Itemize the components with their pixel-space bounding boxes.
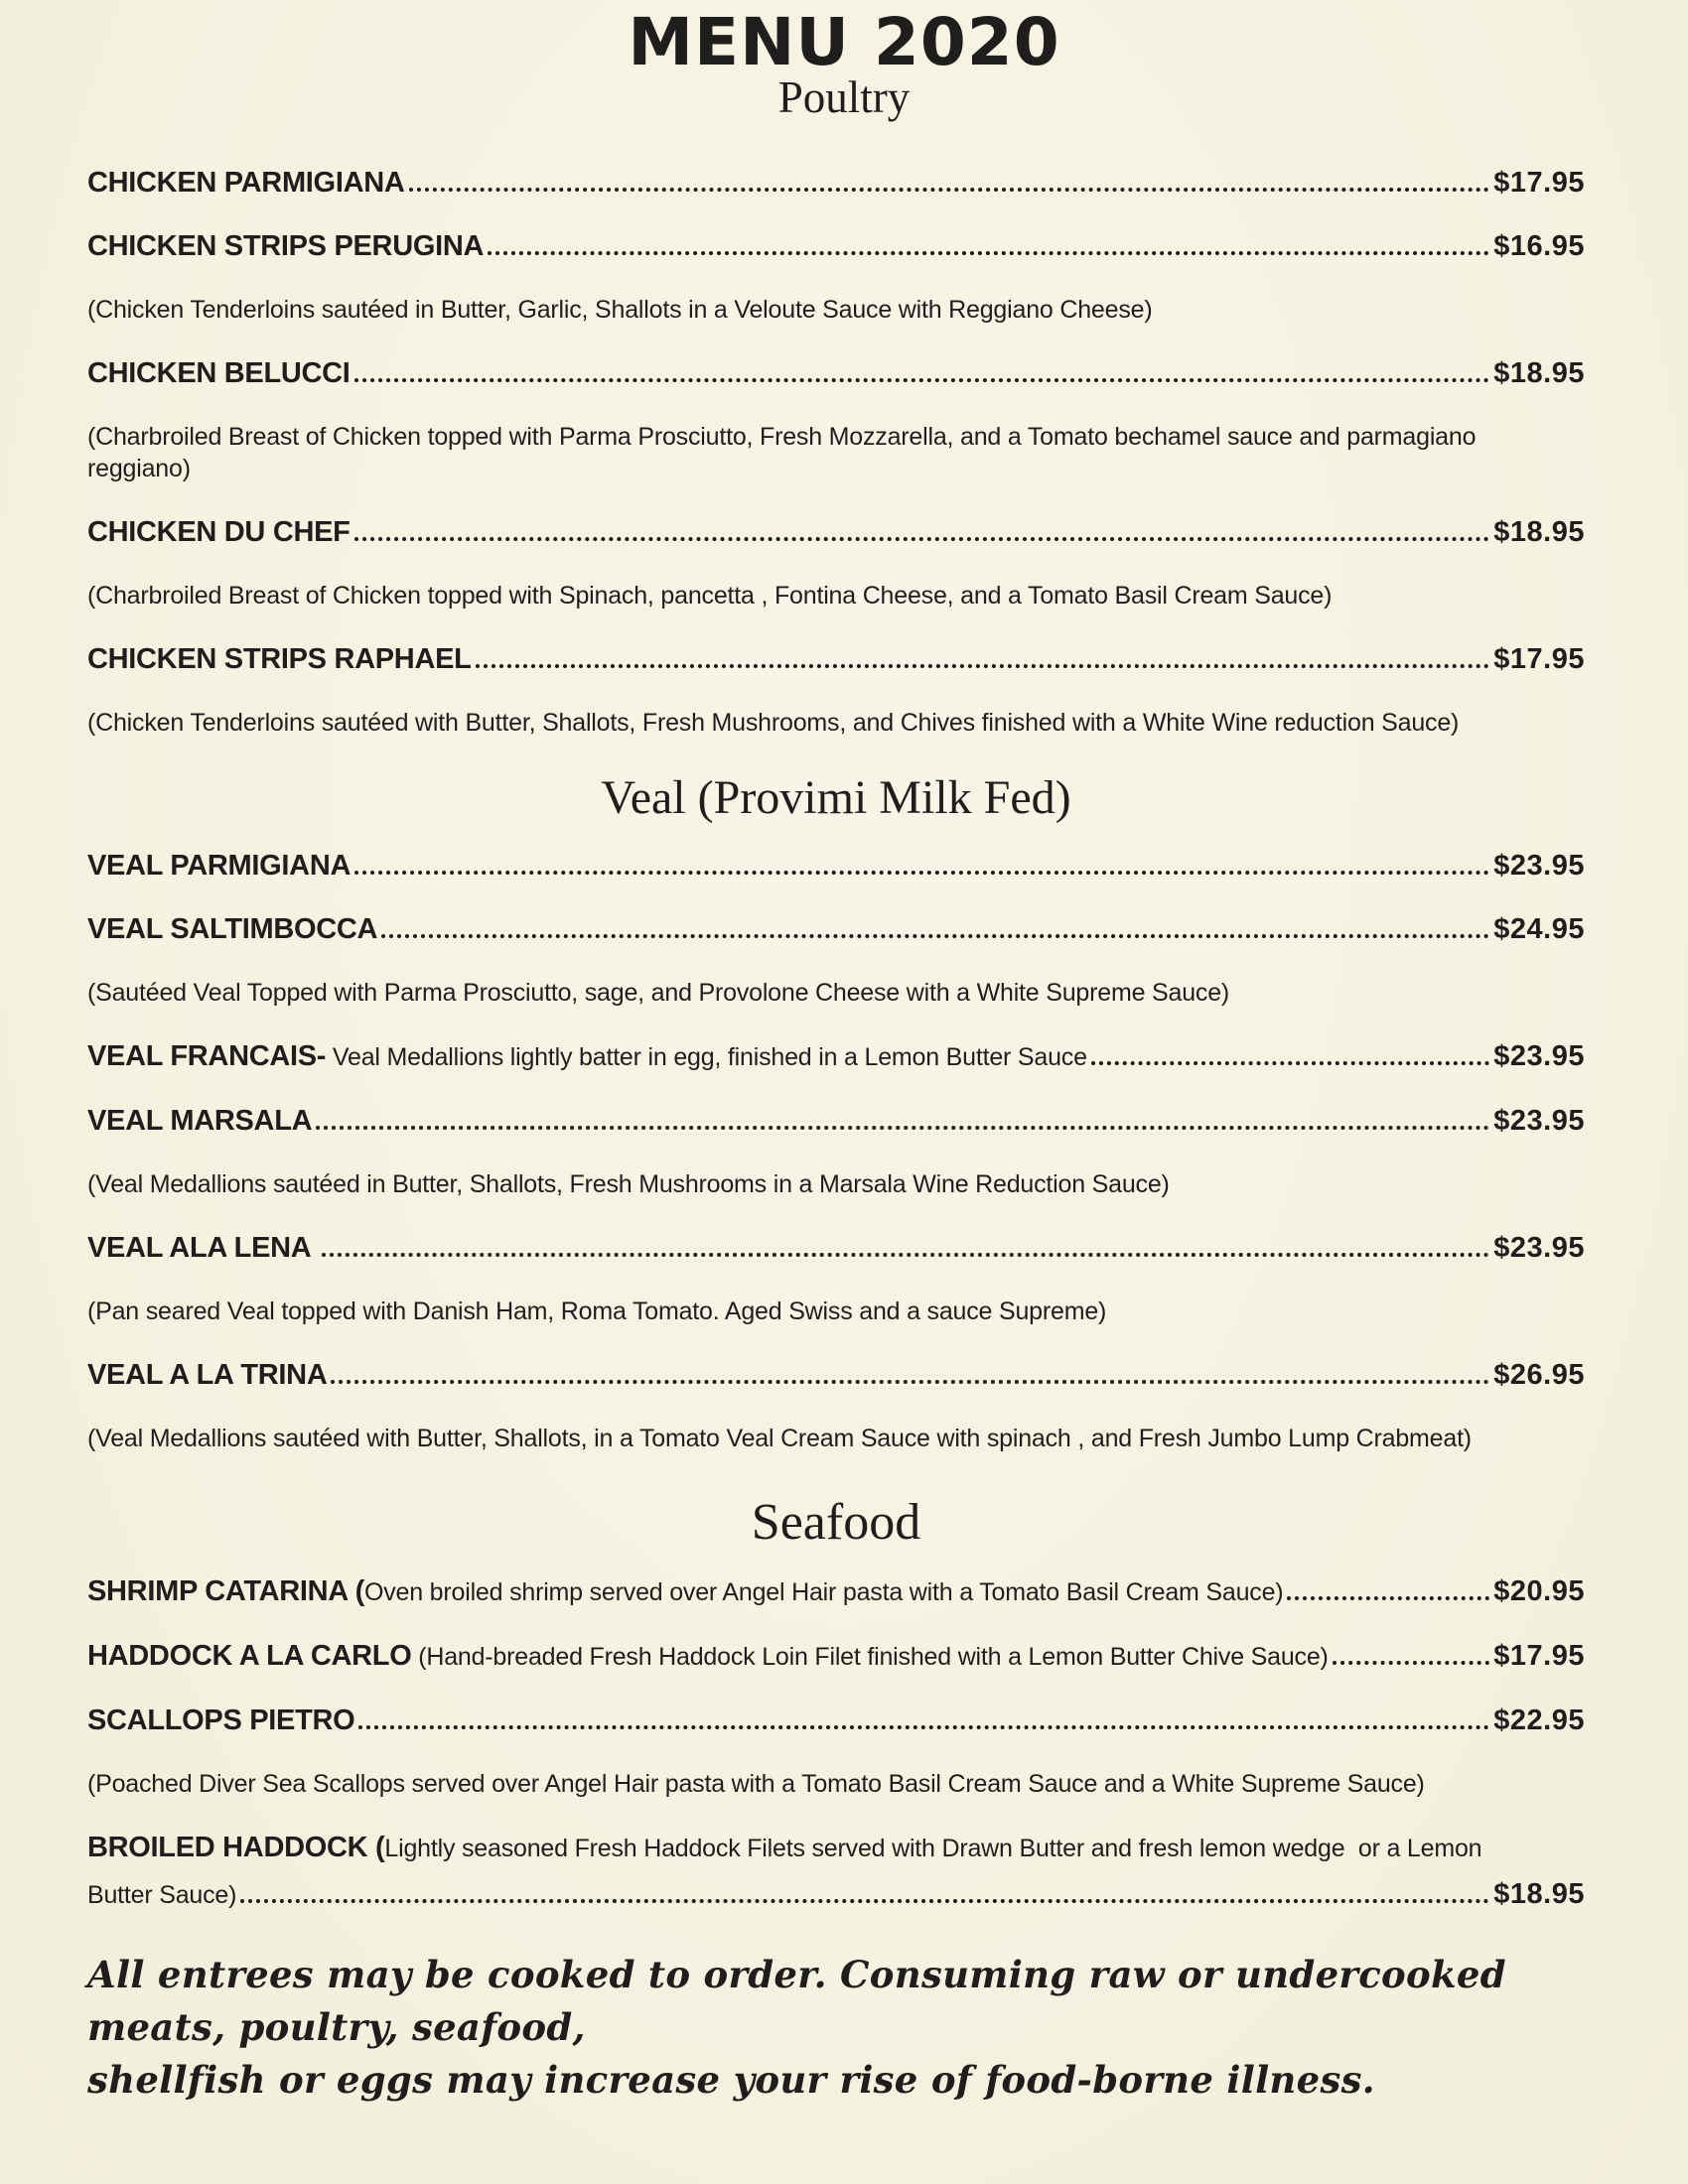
section-heading-poultry: Poultry xyxy=(777,72,911,122)
item-name: SCALLOPS PIETRO xyxy=(87,1705,355,1736)
menu-item-wrapped xyxy=(87,1832,1585,1911)
menu-item-row xyxy=(87,1105,1585,1137)
dotted-leader xyxy=(354,374,1490,382)
item-description: (Pan seared Veal topped with Danish Ham, Roma Tomato. Aged Swiss and a sauce Supreme) xyxy=(87,1297,1107,1325)
item-name: CHICKEN PARMIGIANA xyxy=(87,167,405,199)
menu-item-row xyxy=(87,1040,1585,1073)
item-price: $23.95 xyxy=(1493,1040,1585,1072)
item-name: CHICKEN BELUCCI xyxy=(87,357,351,389)
dotted-leader xyxy=(409,184,1490,192)
menu-item-row xyxy=(87,167,1585,199)
menu-item-row xyxy=(87,1575,1585,1608)
dotted-leader xyxy=(381,930,1489,938)
item-inline-description: (Hand-breaded Fresh Haddock Loin Filet finished with a Lemon Butter Chive Sauce) xyxy=(411,1643,1329,1671)
menu-item-row xyxy=(87,1705,1585,1736)
item-name: VEAL SALTIMBOCCA xyxy=(87,913,378,945)
page-title: MENU 2020 xyxy=(628,4,1060,80)
item-name: BROILED HADDOCK ( xyxy=(87,1832,385,1863)
item-price: $20.95 xyxy=(1493,1575,1585,1607)
item-description: (Charbroiled Breast of Chicken topped with Parma Prosciutto, Fresh Mozzarella, and a Tomato bechamel sauce and parmagiano reggiano) xyxy=(87,423,1477,482)
menu-item-row xyxy=(87,643,1585,675)
item-price: $24.95 xyxy=(1493,913,1585,945)
item-price: $23.95 xyxy=(1493,1105,1585,1137)
item-price: $26.95 xyxy=(1493,1359,1585,1391)
item-price: $17.95 xyxy=(1493,643,1585,675)
item-inline-description: Butter Sauce) xyxy=(87,1881,237,1909)
menu-item-row xyxy=(87,357,1585,389)
item-description: (Sautéed Veal Topped with Parma Prosciutto, sage, and Provolone Cheese with a White Supreme Sauce) xyxy=(87,979,1230,1007)
item-description: (Veal Medallions sautéed with Butter, Shallots, in a Tomato Veal Cream Sauce with spinach , and Fresh Jumbo Lump Crabmeat) xyxy=(87,1425,1472,1452)
item-name: CHICKEN DU CHEF xyxy=(87,516,351,548)
menu-item-row xyxy=(87,1359,1585,1391)
section-heading-seafood: Seafood xyxy=(751,1494,921,1551)
item-name: SHRIMP CATARINA ( xyxy=(87,1575,364,1607)
menu-body xyxy=(0,167,1688,1911)
dotted-leader xyxy=(1091,1057,1489,1065)
item-name: VEAL MARSALA xyxy=(87,1105,313,1137)
dotted-leader xyxy=(354,533,1490,541)
dotted-leader xyxy=(354,867,1489,875)
item-inline-description: Veal Medallions lightly batter in egg, finished in a Lemon Butter Sauce xyxy=(326,1043,1087,1071)
item-price: $17.95 xyxy=(1493,1640,1585,1672)
item-description: (Poached Diver Sea Scallops served over Angel Hair pasta with a Tomato Basil Cream Sauce and a White Supreme Sauce) xyxy=(87,1770,1425,1798)
dotted-leader xyxy=(476,660,1490,668)
dotted-leader xyxy=(488,247,1489,255)
item-description: (Veal Medallions sautéed in Butter, Shallots, Fresh Mushrooms in a Marsala Wine Reduction Sauce) xyxy=(87,1170,1170,1198)
item-inline-description: Oven broiled shrimp served over Angel Hair pasta with a Tomato Basil Cream Sauce) xyxy=(363,1578,1284,1606)
menu-item-row xyxy=(87,850,1585,882)
dotted-leader xyxy=(358,1721,1489,1729)
menu-item-row xyxy=(87,230,1585,262)
menu-item-row xyxy=(87,913,1585,945)
dotted-leader xyxy=(316,1122,1489,1130)
item-price: $18.95 xyxy=(1493,357,1585,389)
item-description-line2 xyxy=(87,1878,1585,1911)
section-heading-veal: Veal (Provimi Milk Fed) xyxy=(601,771,1071,824)
item-description: (Chicken Tenderloins sautéed in Butter, Garlic, Shallots in a Veloute Sauce with Reggiano Cheese) xyxy=(87,296,1153,324)
menu-item-row xyxy=(87,1232,1585,1264)
dotted-leader xyxy=(1333,1657,1490,1665)
item-price: $17.95 xyxy=(1493,167,1585,199)
menu-item-row xyxy=(87,1640,1585,1673)
item-price: $18.95 xyxy=(1493,1878,1585,1910)
dotted-leader xyxy=(1287,1592,1489,1600)
item-name: VEAL PARMIGIANA xyxy=(87,850,352,882)
item-name: CHICKEN STRIPS RAPHAEL xyxy=(87,643,472,675)
item-name: VEAL A LA TRINA xyxy=(87,1359,328,1391)
item-price: $22.95 xyxy=(1493,1705,1585,1736)
disclaimer-line1: All entrees may be cooked to order. Consuming raw or undercooked meats, poultry, seafood, xyxy=(87,1953,1506,2049)
item-price: $18.95 xyxy=(1493,516,1585,548)
item-name: CHICKEN STRIPS PERUGINA xyxy=(87,230,485,262)
item-name: VEAL ALA LENA xyxy=(87,1232,319,1264)
item-name: VEAL FRANCAIS- xyxy=(87,1040,327,1072)
allergy-disclaimer xyxy=(0,1935,1688,2107)
item-name: HADDOCK A LA CARLO xyxy=(87,1640,412,1672)
menu-item-row xyxy=(87,516,1585,548)
dotted-leader xyxy=(331,1376,1489,1384)
item-price: $23.95 xyxy=(1493,850,1585,882)
item-description-line1 xyxy=(87,1832,1585,1864)
item-inline-description: Lightly seasoned Fresh Haddock Filets served with Drawn Butter and fresh lemon wedge or a Lemon xyxy=(384,1835,1482,1862)
item-description: (Chicken Tenderloins sautéed with Butter, Shallots, Fresh Mushrooms, and Chives finished with a White Wine reduction Sauce) xyxy=(87,709,1460,737)
item-price: $23.95 xyxy=(1493,1232,1585,1264)
dotted-leader xyxy=(322,1249,1489,1257)
dotted-leader xyxy=(240,1895,1489,1903)
disclaimer-line2: shellfish or eggs may increase your rise of food-borne illness. xyxy=(87,2058,1375,2102)
item-price: $16.95 xyxy=(1493,230,1585,262)
item-description: (Charbroiled Breast of Chicken topped with Spinach, pancetta , Fontina Cheese, and a Tomato Basil Cream Sauce) xyxy=(87,582,1333,610)
